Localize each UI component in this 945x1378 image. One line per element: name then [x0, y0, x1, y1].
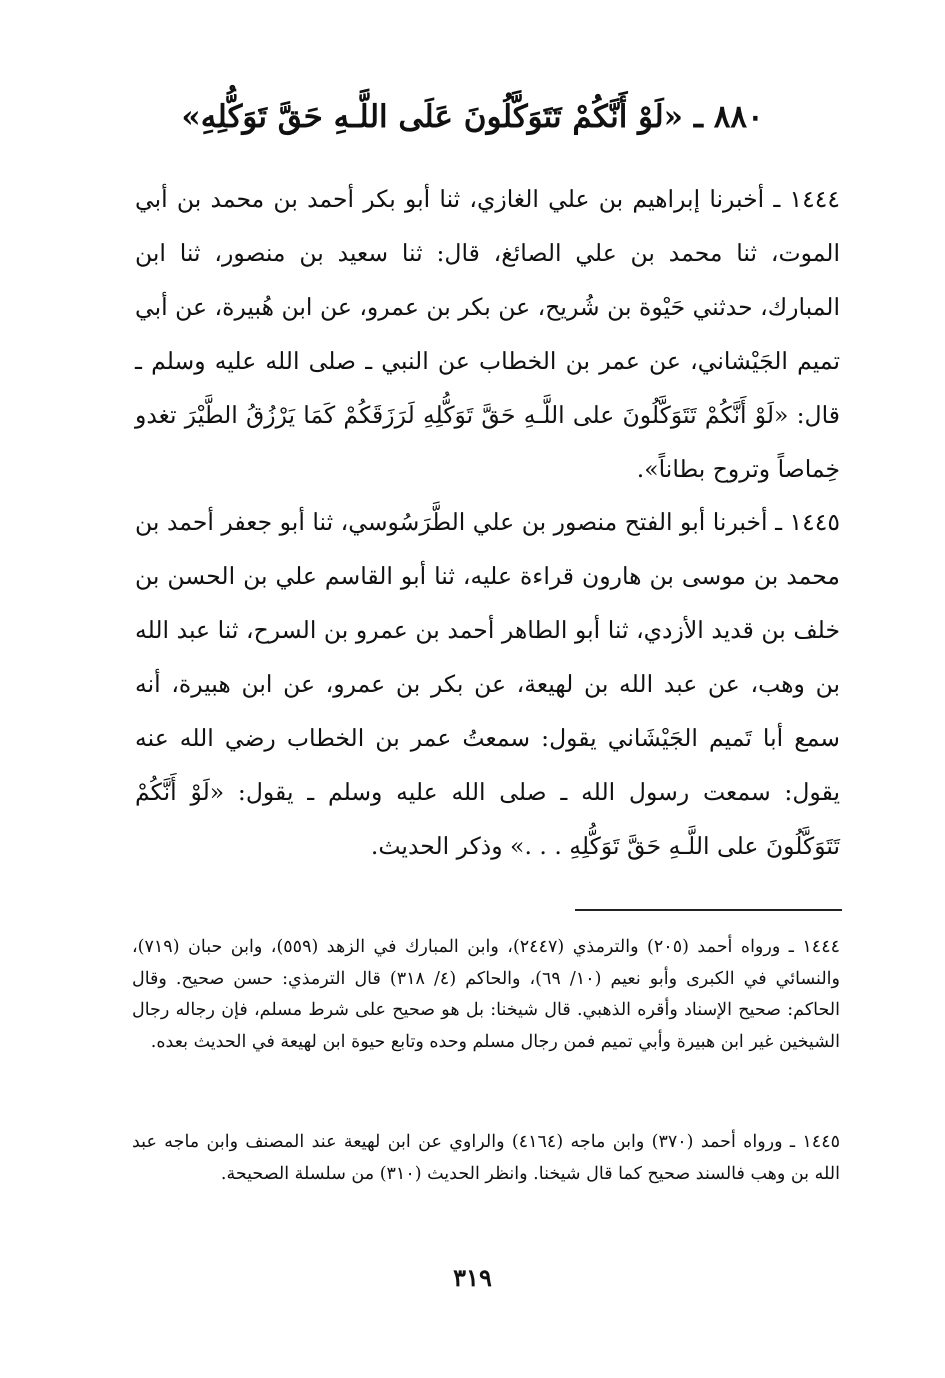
footnote-divider	[575, 909, 842, 911]
page-number: ٣١٩	[453, 1263, 492, 1292]
chapter-title: ٨٨٠ ـ «لَوْ أَنَّكُمْ تَتَوَكَّلُونَ عَلَى اللَّـهِ حَقَّ تَوَكُّلِهِ»	[181, 99, 764, 135]
hadith-text: ١٤٤٥ ـ أخبرنا أبو الفتح منصور بن علي الطَّرَسُوسي، ثنا أبو جعفر أحمد بن محمد بن موسى بن هارون قراءة عليه، ثنا أبو القاسم علي بن الحسن بن خلف بن قديد الأزدي، ثنا أبو الطاهر أحمد بن عمرو بن السرح، ثنا عبد الله بن وهب، عن عبد الله بن لهيعة، عن بكر بن عمرو، عن ابن هبيرة، أنه سمع أبا تَميم الجَيْشَاني يقول: سمعتُ عمر بن الخطاب رضي الله عنه يقول: سمعت رسول الله ـ صلى الله عليه وسلم ـ يقول: «لَوْ أَنَّكُمْ تَتَوَكَّلُونَ على اللَّـهِ حَقَّ تَوَكُّلِهِ . . .» وذكر الحديث.	[135, 508, 840, 860]
footnote-text: ١٤٤٤ ـ ورواه أحمد (٢٠٥) والترمذي (٢٤٤٧)، وابن المبارك في الزهد (٥٥٩)، وابن حبان (٧١٩)، والنسائي في الكبرى وأبو نعيم (١٠/ ٦٩)، والحاكم (٤/ ٣١٨) قال الترمذي: حسن صحيح. وقال الحاكم: صحيح الإسناد وأقره الذهبي. قال شيخنا: بل هو صحيح على شرط مسلم، فإن رجاله رجال الشيخين غير ابن هبيرة وأبي تميم فمن رجال مسلم وحده وتابع حيوة ابن لهيعة في الحديث بعده.	[132, 937, 841, 1052]
footnote-text: ١٤٤٥ ـ ورواه أحمد (٣٧٠) وابن ماجه (٤١٦٤) والراوي عن ابن لهيعة عند المصنف وابن ماجه عبد الله بن وهب فالسند صحيح كما قال شيخنا. وانظر الحديث (٣١٠) من سلسلة الصحيحة.	[132, 1132, 841, 1184]
hadith-1445	[135, 495, 840, 873]
footnote-1445	[132, 1127, 840, 1190]
hadith-text: ١٤٤٤ ـ أخبرنا إبراهيم بن علي الغازي، ثنا أبو بكر أحمد بن محمد بن أبي الموت، ثنا محمد بن علي الصائغ، قال: ثنا سعيد بن منصور، ثنا ابن المبارك، حدثني حَيْوة بن شُريح، عن بكر بن عمرو، عن ابن هُبيرة، عن أبي تميم الجَيْشاني، عن عمر بن الخطاب عن النبي ـ صلى الله عليه وسلم ـ قال: «لَوْ أَنَّكُمْ تَتَوَكَّلُونَ على اللَّـهِ حَقَّ تَوَكُّلِهِ لَرَزَقَكُمْ كَمَا يَرْزُقُ الطَّيْرَ تغدو خِماصاً وتروح بطاناً».	[135, 185, 840, 483]
footnote-1444	[132, 932, 840, 1058]
hadith-1444	[135, 172, 840, 496]
